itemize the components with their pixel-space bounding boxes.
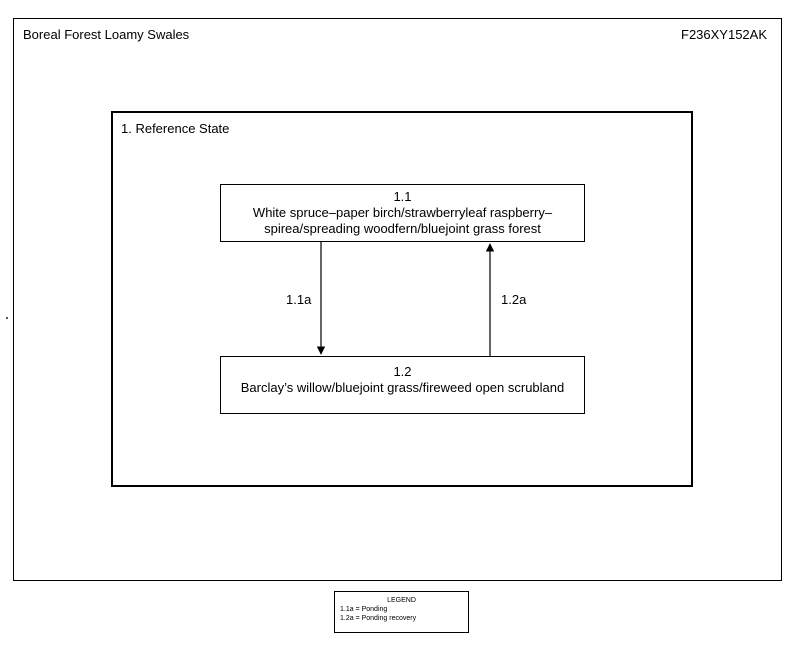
- transition-label-1-2a: 1.2a: [501, 292, 527, 307]
- legend-title: LEGEND: [387, 597, 416, 604]
- state-id: 1.2: [393, 364, 412, 379]
- state-description-line: spirea/spreading woodfern/bluejoint grass forest: [264, 221, 541, 236]
- transition-label-1-1a: 1.1a: [286, 292, 312, 307]
- state-description-line: White spruce–paper birch/strawberryleaf raspberry–: [252, 205, 553, 220]
- legend-item: 1.1a = Ponding: [340, 606, 388, 613]
- ecological-site-id: F236XY152AK: [681, 27, 768, 42]
- stray-mark: [6, 317, 8, 319]
- state-description-line: Barclay’s willow/bluejoint grass/fireweed open scrubland: [240, 380, 565, 395]
- state-box-1-1: [220, 184, 585, 242]
- legend-item: 1.2a = Ponding recovery: [340, 615, 417, 622]
- ecological-site-name: Boreal Forest Loamy Swales: [23, 27, 190, 42]
- state-box-1-2: [220, 356, 585, 414]
- state-id: 1.1: [393, 189, 412, 204]
- reference-state-label: 1. Reference State: [121, 121, 230, 136]
- legend-box: [334, 591, 469, 633]
